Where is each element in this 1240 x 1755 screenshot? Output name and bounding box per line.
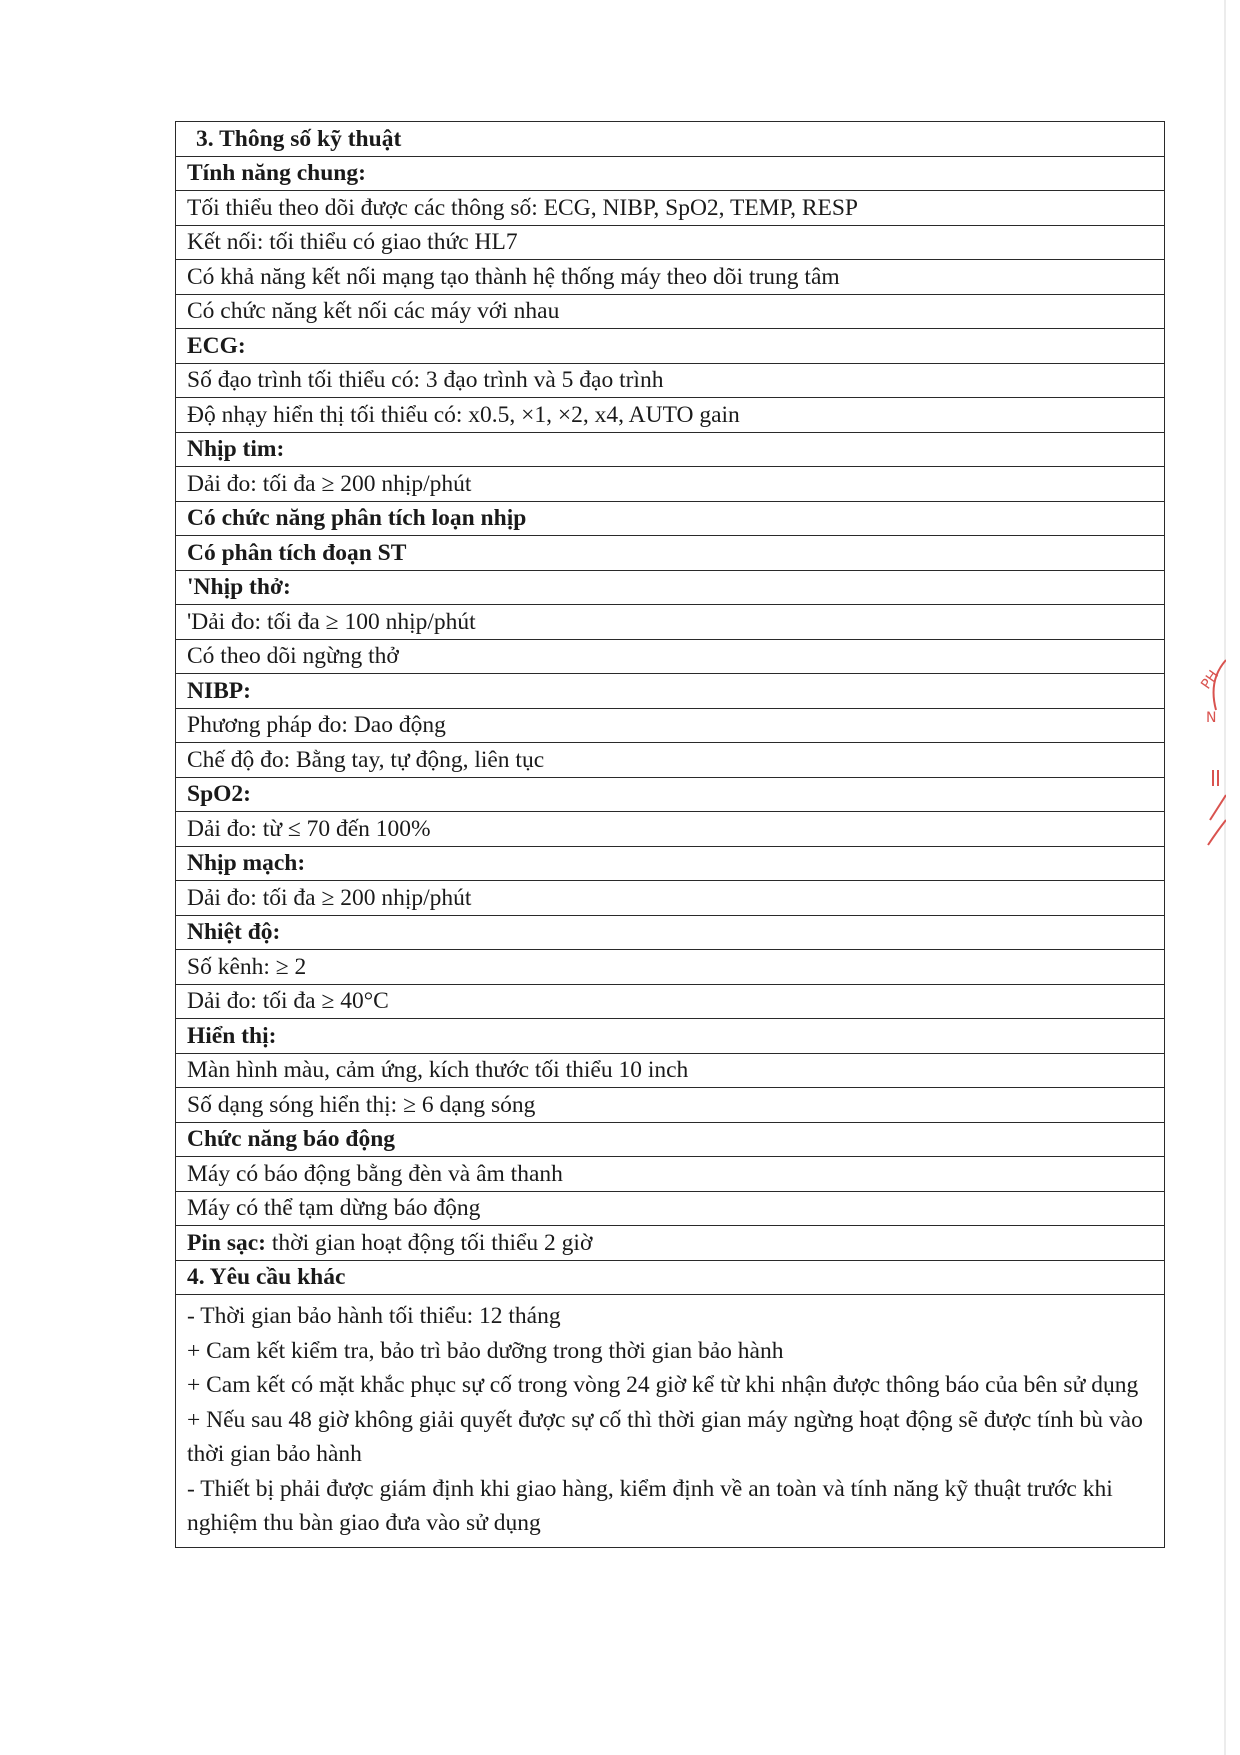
spec-row xyxy=(176,398,1165,433)
spec-heading-st-analysis: Có phân tích đoạn ST xyxy=(176,536,1165,571)
section-4-title: 4. Yêu cầu khác xyxy=(176,1260,1165,1295)
other-requirements-row xyxy=(176,1295,1165,1548)
spec-item: Có theo dõi ngừng thở xyxy=(176,639,1165,674)
spec-heading-alarm: Chức năng báo động xyxy=(176,1122,1165,1157)
spec-item: Tối thiểu theo dõi được các thông số: ECG, NIBP, SpO2, TEMP, RESP xyxy=(176,191,1165,226)
spec-row xyxy=(176,812,1165,847)
spec-item: Có khả năng kết nối mạng tạo thành hệ thống máy theo dõi trung tâm xyxy=(176,260,1165,295)
spec-heading-spo2: SpO2: xyxy=(176,777,1165,812)
warranty-line: - Thời gian bảo hành tối thiểu: 12 tháng xyxy=(187,1303,561,1329)
spec-item: Máy có thể tạm dừng báo động xyxy=(176,1191,1165,1226)
spec-heading-heart-rate: Nhịp tim: xyxy=(176,432,1165,467)
spec-item: Có chức năng kết nối các máy với nhau xyxy=(176,294,1165,329)
spec-heading-pulse: Nhịp mạch: xyxy=(176,846,1165,881)
spec-heading-arrhythmia: Có chức năng phân tích loạn nhịp xyxy=(176,501,1165,536)
red-stamp-fragment xyxy=(1186,650,1226,850)
downtime-compensation-line: + Nếu sau 48 giờ không giải quyết được sự cố thì thời gian máy ngừng hoạt động sẽ được tính bù vào thời gian bảo hành xyxy=(187,1406,1143,1467)
spec-row xyxy=(176,777,1165,812)
stamp-slash xyxy=(1210,795,1226,820)
spec-row xyxy=(176,708,1165,743)
spec-item: 'Dải đo: tối đa ≥ 100 nhịp/phút xyxy=(176,605,1165,640)
spec-heading-nibp: NIBP: xyxy=(176,674,1165,709)
section-4-row xyxy=(176,1260,1165,1295)
spec-row xyxy=(176,1191,1165,1226)
section-3-title: 3. Thông số kỹ thuật xyxy=(176,122,1165,157)
spec-item: Màn hình màu, cảm ứng, kích thước tối thiểu 10 inch xyxy=(176,1053,1165,1088)
spec-item: Số đạo trình tối thiểu có: 3 đạo trình và 5 đạo trình xyxy=(176,363,1165,398)
spec-item: Dải đo: từ ≤ 70 đến 100% xyxy=(176,812,1165,847)
spec-row xyxy=(176,501,1165,536)
spec-row xyxy=(176,984,1165,1019)
spec-row xyxy=(176,915,1165,950)
stamp-arc-bottom xyxy=(1208,820,1226,845)
spec-table-body xyxy=(176,122,1165,1548)
spec-row xyxy=(176,950,1165,985)
spec-item: Độ nhạy hiển thị tối thiểu có: x0.5, ×1, ×2, x4, AUTO gain xyxy=(176,398,1165,433)
spec-item: Kết nối: tối thiểu có giao thức HL7 xyxy=(176,225,1165,260)
spec-item: Dải đo: tối đa ≥ 200 nhịp/phút xyxy=(176,467,1165,502)
battery-row xyxy=(176,1226,1165,1261)
spec-row xyxy=(176,294,1165,329)
spec-row xyxy=(176,467,1165,502)
spec-row xyxy=(176,1053,1165,1088)
spec-row xyxy=(176,881,1165,916)
spec-row xyxy=(176,363,1165,398)
spec-item: Số kênh: ≥ 2 xyxy=(176,950,1165,985)
battery-label: Pin sạc: xyxy=(187,1229,266,1256)
battery-cell xyxy=(176,1226,1165,1261)
spec-item: Máy có báo động bằng đèn và âm thanh xyxy=(176,1157,1165,1192)
spec-heading-display: Hiển thị: xyxy=(176,1019,1165,1054)
spec-row xyxy=(176,639,1165,674)
spec-row xyxy=(176,260,1165,295)
section-3-row xyxy=(176,122,1165,157)
page-edge-line xyxy=(1224,0,1226,1755)
spec-row xyxy=(176,1088,1165,1123)
battery-value: thời gian hoạt động tối thiểu 2 giờ xyxy=(265,1229,593,1256)
spec-heading-temperature: Nhiệt độ: xyxy=(176,915,1165,950)
spec-heading-general: Tính năng chung: xyxy=(176,156,1165,191)
spec-item: Chế độ đo: Bằng tay, tự động, liên tục xyxy=(176,743,1165,778)
spec-row xyxy=(176,156,1165,191)
spec-row xyxy=(176,432,1165,467)
spec-row xyxy=(176,605,1165,640)
spec-item: Dải đo: tối đa ≥ 40°C xyxy=(176,984,1165,1019)
spec-row xyxy=(176,1122,1165,1157)
spec-row xyxy=(176,225,1165,260)
stamp-mark-1 xyxy=(1212,770,1214,786)
spec-row xyxy=(176,846,1165,881)
spec-row xyxy=(176,1019,1165,1054)
spec-item: Dải đo: tối đa ≥ 200 nhịp/phút xyxy=(176,881,1165,916)
spec-row xyxy=(176,536,1165,571)
technical-spec-table xyxy=(175,121,1165,1548)
maintenance-line: + Cam kết kiểm tra, bảo trì bảo dưỡng trong thời gian bảo hành xyxy=(187,1337,784,1364)
spec-item: Số dạng sóng hiển thị: ≥ 6 dạng sóng xyxy=(176,1088,1165,1123)
spec-row xyxy=(176,1157,1165,1192)
spec-heading-ecg: ECG: xyxy=(176,329,1165,364)
stamp-text-ph: PH xyxy=(1198,667,1223,693)
response-time-line: + Cam kết có mặt khắc phục sự cố trong vòng 24 giờ kể từ khi nhận được thông báo của bên sử dụng xyxy=(187,1372,1139,1398)
spec-row xyxy=(176,743,1165,778)
spec-row xyxy=(176,329,1165,364)
stamp-text-n: N xyxy=(1206,710,1217,726)
spec-row xyxy=(176,191,1165,226)
spec-row xyxy=(176,674,1165,709)
other-requirements-cell xyxy=(176,1295,1165,1548)
stamp-mark-2 xyxy=(1217,770,1219,786)
spec-row xyxy=(176,570,1165,605)
spec-heading-respiration: 'Nhịp thở: xyxy=(176,570,1165,605)
spec-item: Phương pháp đo: Dao động xyxy=(176,708,1165,743)
inspection-line: - Thiết bị phải được giám định khi giao hàng, kiểm định về an toàn và tính năng kỹ thuật trước khi nghiệm thu bàn giao đưa vào sử dụng xyxy=(187,1475,1113,1536)
